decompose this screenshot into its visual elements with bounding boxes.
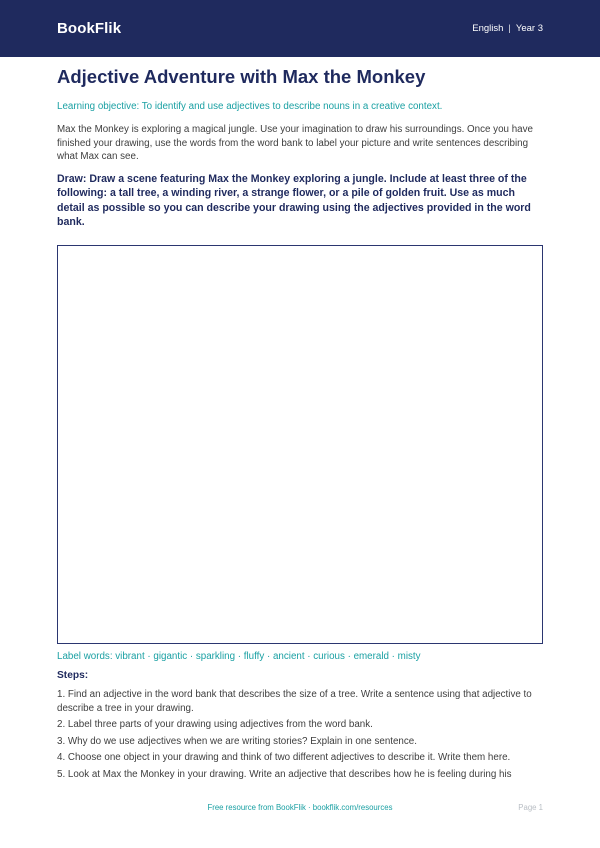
page-title: Adjective Adventure with Max the Monkey: [57, 66, 426, 87]
intro-paragraph: Max the Monkey is exploring a magical jungle. Use your imagination to draw his surroundings. Once you have finished your drawing, use the words from the word bank to label your picture and write sentences describing what Max can see.: [57, 124, 533, 162]
page-number: Page 1: [518, 803, 543, 812]
step-item: 3. Why do we use adjectives when we are writing stories? Explain in one sentence.: [57, 735, 417, 747]
header-meta: [472, 23, 543, 34]
step-item: 4. Choose one object in your drawing and think of two different adjectives to describe it. Write them here.: [57, 752, 511, 763]
page-header: [0, 0, 600, 57]
draw-instruction: Draw: Draw a scene featuring Max the Monkey exploring a jungle. Include at least three of the following: a tall tree, a winding river, a strange flower, or a pile of golden fruit. Use as much detail as possible so you can describe your drawing using the adjectives provided in the word bank.: [57, 172, 531, 228]
steps-heading: Steps:: [57, 670, 89, 681]
meta-separator: |: [508, 23, 511, 34]
step-item: 2. Label three parts of your drawing using adjectives from the word bank.: [57, 719, 373, 730]
main-content: [57, 66, 543, 230]
brand-logo: BookFlik: [57, 20, 122, 37]
subject-label: English: [472, 23, 504, 34]
footer-credit: Free resource from BookFlik · bookflik.com/resources: [207, 803, 393, 812]
step-item: 5. Look at Max the Monkey in your drawing. Write an adjective that describes how he is feeling during his: [57, 768, 512, 780]
year-label: Year 3: [515, 23, 543, 34]
label-words: Label words: vibrant · gigantic · sparkling · fluffy · ancient · curious · emerald · misty: [57, 651, 421, 662]
steps-list: [57, 688, 547, 784]
learning-objective: Learning objective: To identify and use adjectives to describe nouns in a creative context.: [57, 101, 443, 112]
step-item: 1. Find an adjective in the word bank that describes the size of a tree. Write a sentence using that adjective to describe a tree in your drawing.: [57, 689, 532, 714]
drawing-area[interactable]: [57, 245, 543, 644]
